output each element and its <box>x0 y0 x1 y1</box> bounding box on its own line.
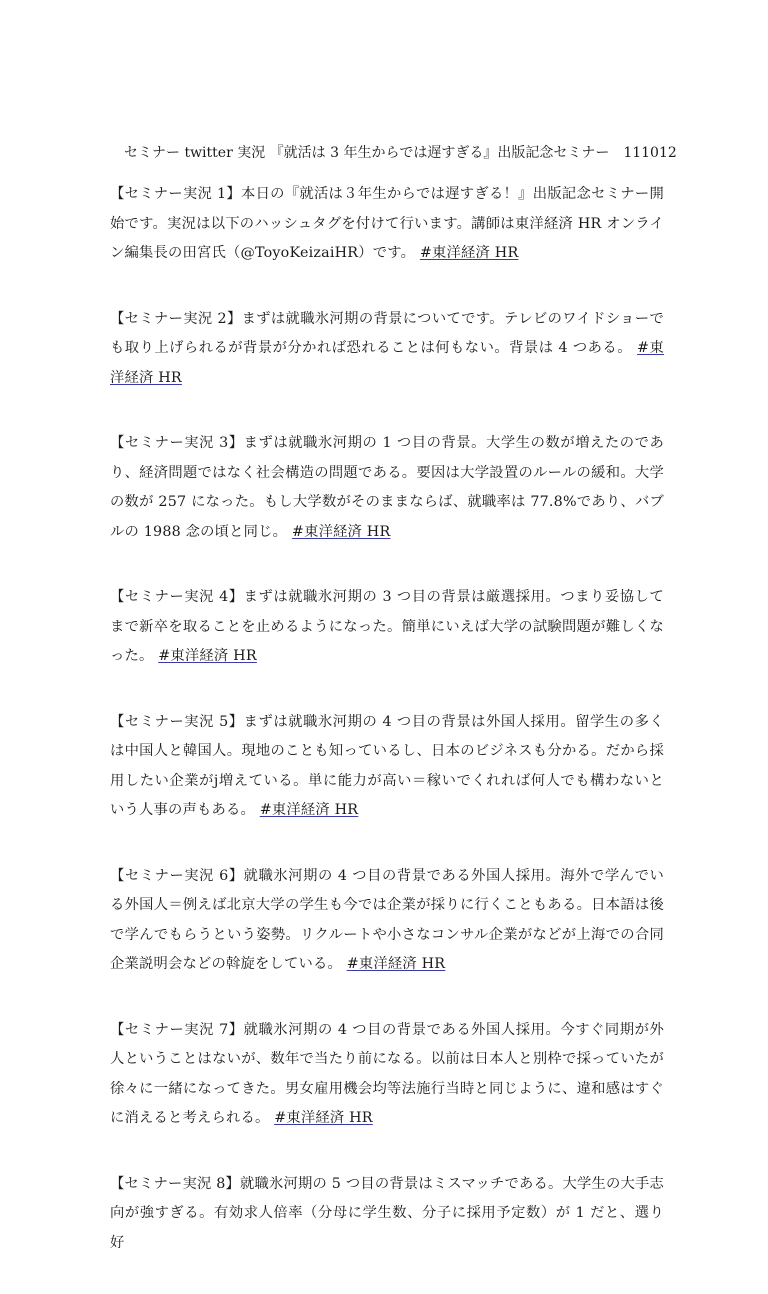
hashtag-link[interactable]: #東洋経済 HR <box>259 802 359 818</box>
hashtag-link[interactable]: #東洋経済 HR <box>274 1110 373 1126</box>
tweet-paragraph <box>110 180 664 269</box>
paragraph-text: 【セミナー実況 3】まずは就職氷河期の 1 つ目の背景。大学生の数が増えたのであり、経済問題ではなく社会構造の問題である。要因は大学設置のルールの緩和。大学の数が 257 になった。もし大学数がそのままならば、就職率は 77.8%であり、バブルの 1988 念の頃と同じ。 <box>110 435 664 540</box>
tweet-paragraph <box>110 429 664 547</box>
tweet-paragraph-list <box>110 180 664 1294</box>
tweet-paragraph <box>110 1016 664 1134</box>
tweet-paragraph <box>110 305 664 394</box>
hashtag-link[interactable]: #東洋経済 HR <box>291 523 391 540</box>
tweet-paragraph <box>110 862 664 980</box>
paragraph-text: 【セミナー実況 6】就職氷河期の 4 つ目の背景である外国人採用。海外で学んでいる外国人＝例えば北京大学の学生も今では企業が採りに行くこともある。日本語は後で学んでもらうという姿勢。リクルートや小さなコンサル企業がなどが上海での合同企業説明会などの斡旋をしている。 <box>110 867 664 972</box>
paragraph-text: 【セミナー実況 7】就職氷河期の 4 つ目の背景である外国人採用。今すぐ同期が外人ということはないが、数年で当たり前になる。以前は日本人と別枠で採っていたが徐々に一緒になってきた。男女雇用機会均等法施行当時と同じように、違和感はすぐに消えると考えられる。 <box>110 1021 664 1126</box>
tweet-paragraph <box>110 1170 664 1259</box>
paragraph-text: 【セミナー実況 5】まずは就職氷河期の 4 つ目の背景は外国人採用。留学生の多くは中国人と韓国人。現地のことも知っているし、日本のビジネスも分かる。だから採用したい企業がj増えている。単に能力が高い＝稼いでくれれば何人でも構わないという人事の声もある。 <box>110 713 664 818</box>
hashtag-link[interactable]: #東洋経済 HR <box>110 340 664 386</box>
hashtag-link[interactable]: #東洋経済 HR <box>346 956 446 972</box>
paragraph-text: 【セミナー実況 1】本日の『就活は３年生からでは遅すぎる！』出版記念セミナー開始です。実況は以下のハッシュタグを付けて行います。講師は東洋経済 HR オンライン編集長の田宮氏（@ToyoKeizaiHR）です。 <box>110 186 664 261</box>
tweet-paragraph <box>110 583 664 672</box>
tweet-paragraph <box>110 708 664 826</box>
document-title: セミナー twitter 実況 『就活は 3 年生からでは遅すぎる』出版記念セミナー 111012 <box>124 145 677 161</box>
hashtag-link[interactable]: #東洋経済 HR <box>158 648 257 664</box>
paragraph-text: 【セミナー実況 4】まずは就職氷河期の 3 つ目の背景は厳選採用。つまり妥協してまで新卒を取ることを止めるようになった。簡単にいえば大学の試験問題が難しくなった。 <box>110 589 664 664</box>
paragraph-text: 【セミナー実況 2】まずは就職氷河期の背景についてです。テレビのワイドショーでも取り上げられるが背景が分かれば恐れることは何もない。背景は 4 つある。 <box>110 310 664 356</box>
paragraph-text: 【セミナー実況 8】就職氷河期の 5 つ目の背景はミスマッチである。大学生の大手志向が強すぎる。有効求人倍率（分母に学生数、分子に採用予定数）が 1 だと、選り好 <box>110 1175 664 1251</box>
hashtag-link[interactable]: #東洋経済 HR <box>419 245 519 261</box>
